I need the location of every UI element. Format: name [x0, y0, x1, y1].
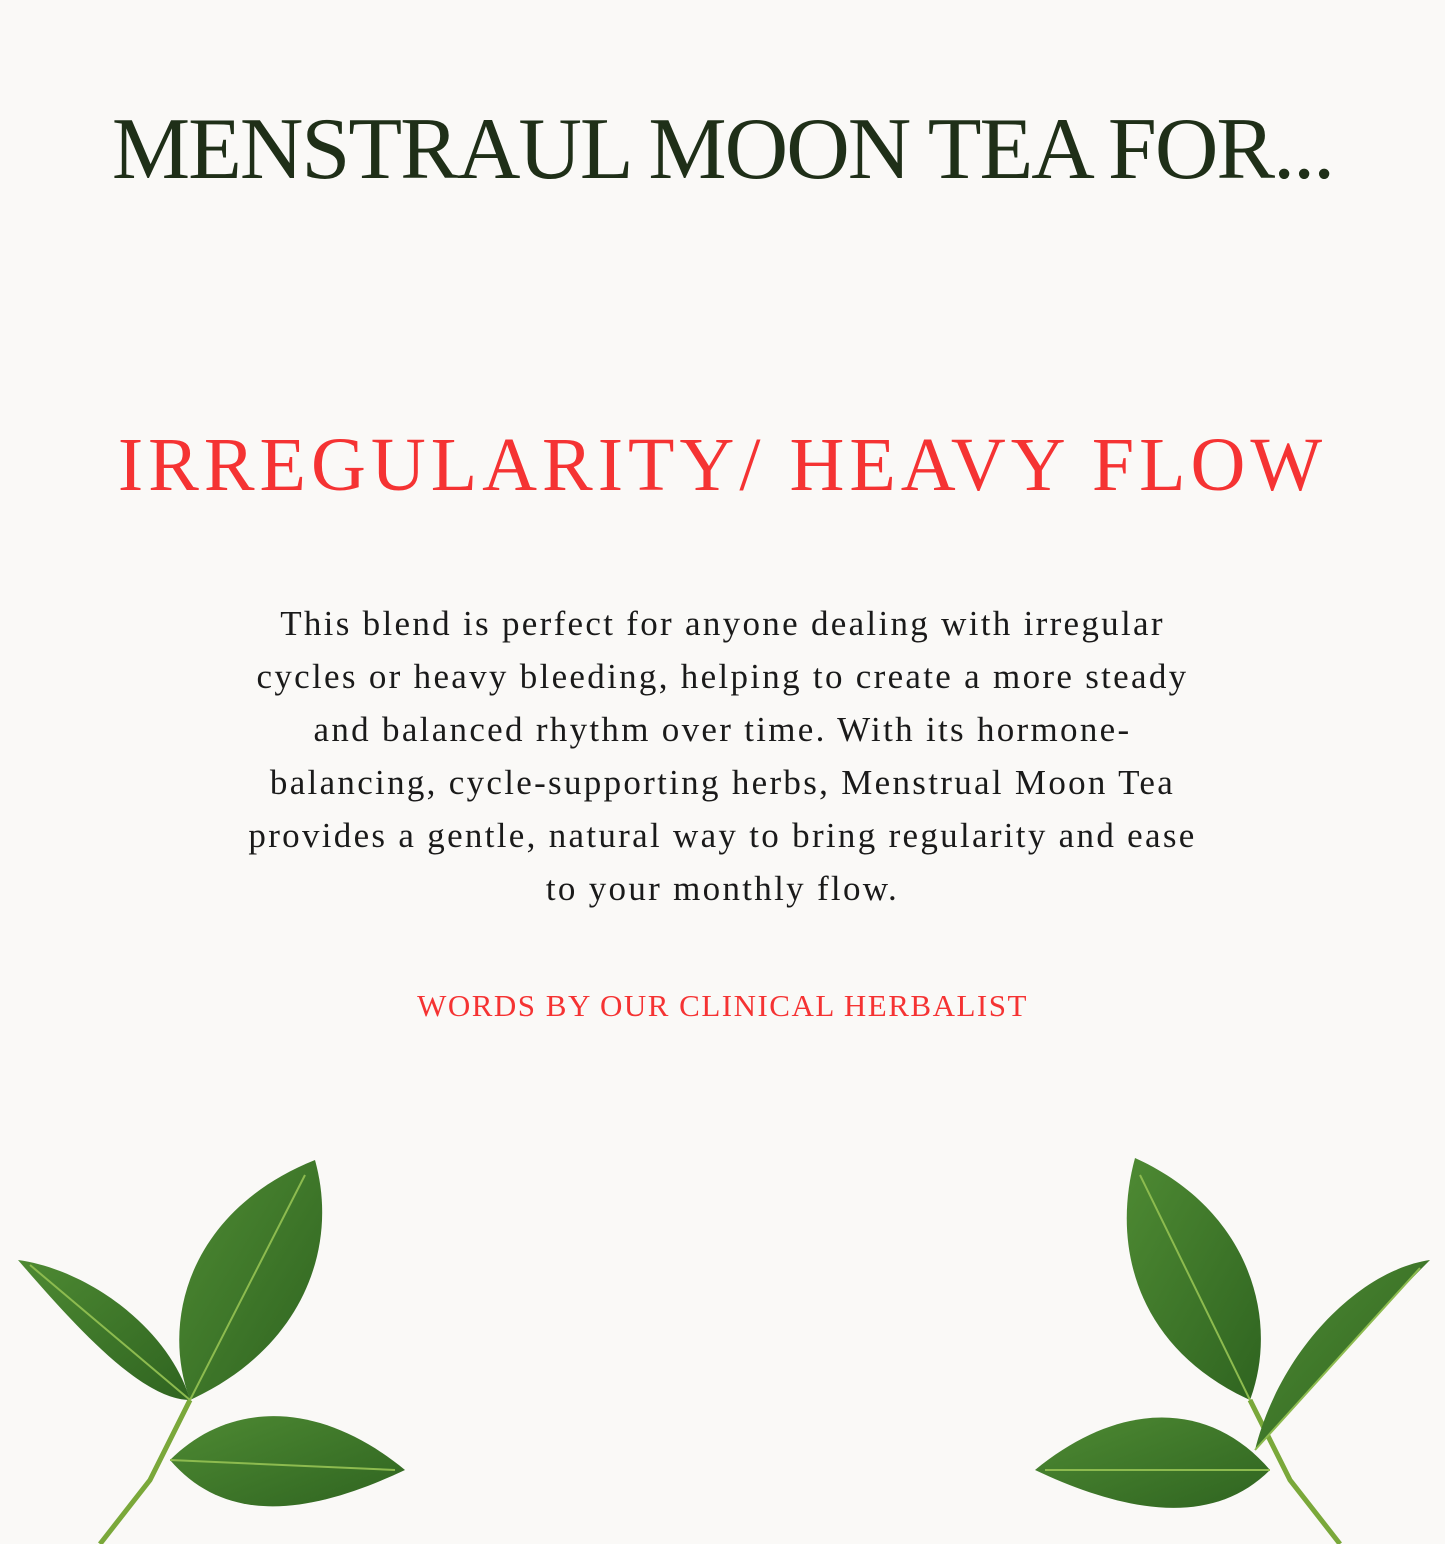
page-title: MENSTRAUL MOON TEA FOR... [111, 101, 1334, 198]
description-line: provides a gentle, natural way to bring regularity and ease [248, 816, 1197, 855]
description-line: cycles or heavy bleeding, helping to create a more steady [256, 657, 1189, 696]
section-heading: IRREGULARITY/ HEAVY FLOW [117, 423, 1328, 507]
description-line: balancing, cycle-supporting herbs, Menstrual Moon Tea [269, 763, 1176, 802]
description [0, 597, 1445, 915]
description-line: to your monthly flow. [545, 869, 900, 908]
credit-text: WORDS BY OUR CLINICAL HERBALIST [417, 988, 1028, 1023]
description-line: This blend is perfect for anyone dealing with irregular [280, 604, 1165, 643]
raspberry-leaf-right-icon [1030, 1150, 1445, 1544]
raspberry-leaf-left-icon [0, 1150, 420, 1544]
description-line: and balanced rhythm over time. With its hormone- [313, 710, 1132, 749]
